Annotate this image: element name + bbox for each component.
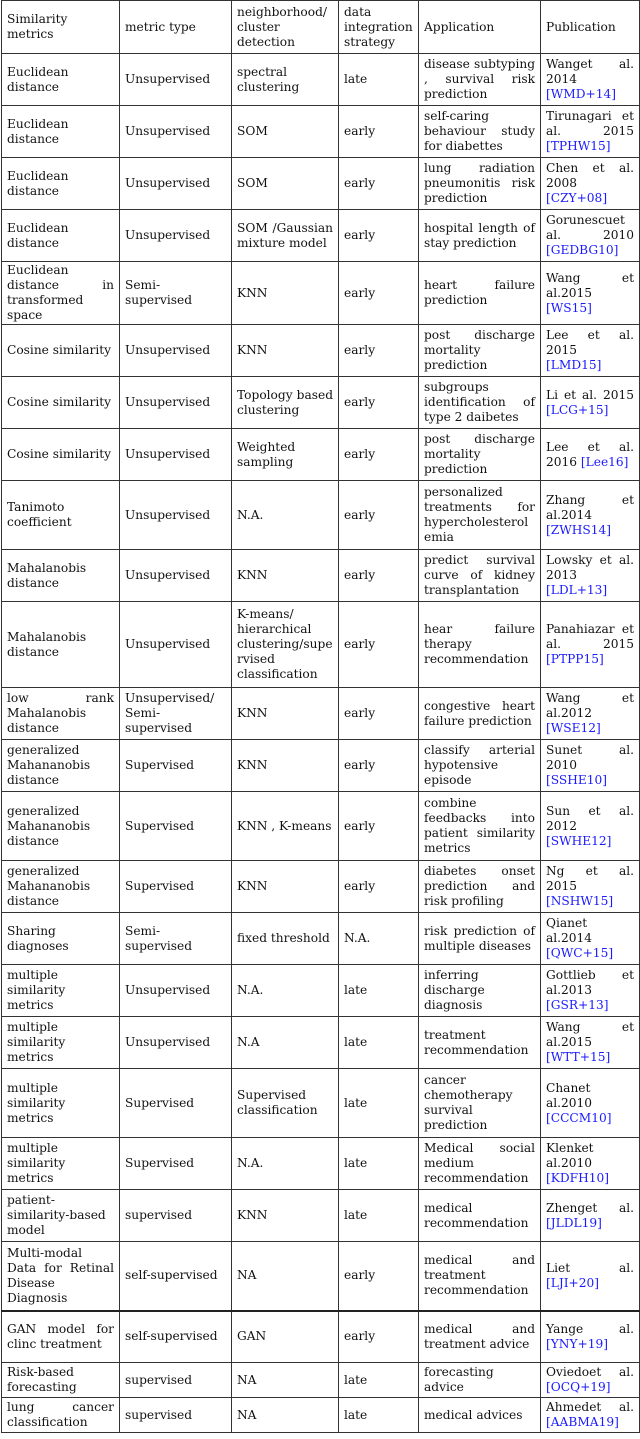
cell-publication xyxy=(541,262,640,325)
cell-neighborhood: KNN xyxy=(232,325,339,377)
cell-application: risk prediction of multiple diseases xyxy=(419,913,541,965)
cell-publication xyxy=(541,429,640,481)
cell-metric: generalized Mahananobis distance xyxy=(2,861,120,913)
table-row xyxy=(2,262,640,325)
cell-metric-type: Unsupervised xyxy=(120,550,232,602)
cell-neighborhood: KNN xyxy=(232,861,339,913)
table-row xyxy=(2,1242,640,1311)
cell-neighborhood: KNN xyxy=(232,262,339,325)
table-row xyxy=(2,602,640,688)
cell-metric-type: Unsupervised xyxy=(120,54,232,106)
citation-link[interactable]: [OCQ+19] xyxy=(546,1380,611,1394)
cell-publication xyxy=(541,54,640,106)
cell-strategy: early xyxy=(339,106,419,158)
cell-publication xyxy=(541,965,640,1017)
citation-link[interactable]: [AABMA19] xyxy=(546,1415,619,1429)
cell-publication xyxy=(541,792,640,861)
cell-strategy: early xyxy=(339,481,419,550)
cell-metric-type: Supervised xyxy=(120,1138,232,1190)
cell-metric: Sharing diagnoses xyxy=(2,913,120,965)
table-row xyxy=(2,106,640,158)
cell-metric: multiple similarity metrics xyxy=(2,1017,120,1069)
table-row xyxy=(2,210,640,262)
cell-application: cancer chemotherapy survival prediction xyxy=(419,1069,541,1138)
cell-strategy: early xyxy=(339,210,419,262)
cell-metric-type: self-supervised xyxy=(120,1311,232,1363)
cell-publication xyxy=(541,1190,640,1242)
cell-publication xyxy=(541,1398,640,1433)
cell-application: self-caring behaviour study for diabettes xyxy=(419,106,541,158)
table-row xyxy=(2,158,640,210)
cell-application: diabetes onset prediction and risk profiling xyxy=(419,861,541,913)
publication-text: Gorunescuet al. 2010 xyxy=(546,213,634,242)
cell-metric-type: Supervised xyxy=(120,1069,232,1138)
cell-publication xyxy=(541,158,640,210)
cell-metric: multiple similarity metrics xyxy=(2,965,120,1017)
cell-metric-type: Unsupervised xyxy=(120,106,232,158)
cell-metric: Euclidean distance xyxy=(2,54,120,106)
publication-text: Gottlieb et al.2013 xyxy=(546,968,634,997)
cell-metric-type: Unsupervised xyxy=(120,481,232,550)
cell-publication xyxy=(541,913,640,965)
cell-neighborhood: NA xyxy=(232,1363,339,1398)
cell-strategy: late xyxy=(339,1363,419,1398)
cell-publication xyxy=(541,481,640,550)
header-strategy: data integration strategy xyxy=(339,1,419,54)
cell-application: congestive heart failure prediction xyxy=(419,688,541,740)
cell-application: forecasting advice xyxy=(419,1363,541,1398)
cell-neighborhood: KNN xyxy=(232,740,339,792)
table-row xyxy=(2,481,640,550)
cell-neighborhood: N.A. xyxy=(232,1138,339,1190)
cell-strategy: late xyxy=(339,54,419,106)
cell-metric: multiple similarity metrics xyxy=(2,1069,120,1138)
citation-link[interactable]: [TPHW15] xyxy=(546,139,611,153)
publication-text: Zhang et al.2014 xyxy=(546,492,634,522)
table-row xyxy=(2,429,640,481)
cell-metric-type: supervised xyxy=(120,1190,232,1242)
cell-strategy: early xyxy=(339,429,419,481)
similarity-metrics-table xyxy=(1,0,640,1433)
header-metric-type: metric type xyxy=(120,1,232,54)
publication-text: Wanget al. 2014 xyxy=(546,57,634,86)
publication-text: Ahmedet al. xyxy=(546,1400,634,1414)
table-row xyxy=(2,1069,640,1138)
cell-neighborhood: NA xyxy=(232,1242,339,1311)
cell-publication xyxy=(541,106,640,158)
citation-link[interactable]: [LDL+13] xyxy=(546,583,608,597)
cell-strategy: late xyxy=(339,965,419,1017)
cell-metric: Cosine similarity xyxy=(2,325,120,377)
publication-text: Oviedoet al. xyxy=(546,1365,634,1379)
cell-metric-type: Unsupervised xyxy=(120,429,232,481)
header-publication: Publication xyxy=(541,1,640,54)
publication-text: Qianet al.2014 xyxy=(546,916,593,945)
table-row xyxy=(2,1363,640,1398)
cell-application: hear failure therapy recommendation xyxy=(419,602,541,688)
publication-text: Liet al. xyxy=(546,1260,634,1275)
header-neighborhood: neighborhood/ cluster detection xyxy=(232,1,339,54)
cell-application: subgroups identification of type 2 daibetes xyxy=(419,377,541,429)
table-body xyxy=(2,54,640,1433)
cell-metric-type: Unsupervised xyxy=(120,602,232,688)
publication-text: Sun et al. 2012 xyxy=(546,803,634,833)
publication-text: Lowsky et al. 2013 xyxy=(546,553,634,582)
cell-publication xyxy=(541,740,640,792)
cell-publication xyxy=(541,1138,640,1190)
cell-metric-type: Semi-supervised xyxy=(120,262,232,325)
table-row xyxy=(2,54,640,106)
table-row xyxy=(2,1398,640,1433)
cell-strategy: late xyxy=(339,1190,419,1242)
table-row xyxy=(2,1190,640,1242)
cell-neighborhood: SOM /Gaussian mixture model xyxy=(232,210,339,262)
cell-publication xyxy=(541,210,640,262)
citation-link[interactable]: [CZY+08] xyxy=(546,191,608,205)
publication-text: Panahiazar et al. 2015 xyxy=(546,622,634,651)
cell-strategy: early xyxy=(339,792,419,861)
cell-metric: Euclidean distance xyxy=(2,158,120,210)
header-row xyxy=(2,1,640,54)
cell-application: inferring discharge diagnosis xyxy=(419,965,541,1017)
citation-link[interactable]: [WTT+15] xyxy=(546,1050,611,1064)
citation-link[interactable]: [NSHW15] xyxy=(546,894,614,908)
table-row xyxy=(2,913,640,965)
cell-publication xyxy=(541,688,640,740)
cell-neighborhood: KNN xyxy=(232,550,339,602)
cell-metric-type: Supervised xyxy=(120,861,232,913)
table-row xyxy=(2,861,640,913)
citation-link[interactable]: [QWC+15] xyxy=(546,946,614,960)
cell-neighborhood: Supervised classification xyxy=(232,1069,339,1138)
cell-publication xyxy=(541,1311,640,1363)
cell-metric-type: Unsupervised/ Semi-supervised xyxy=(120,688,232,740)
cell-metric-type: Supervised xyxy=(120,792,232,861)
cell-metric: Mahalanobis distance xyxy=(2,602,120,688)
cell-metric: Cosine similarity xyxy=(2,377,120,429)
citation-link[interactable]: [WSE12] xyxy=(546,721,601,735)
cell-metric: low rank Mahalanobis distance xyxy=(2,688,120,740)
citation-link[interactable]: [PTPP15] xyxy=(546,652,604,666)
publication-text: Tirunagari et al. 2015 xyxy=(546,109,634,138)
cell-strategy: late xyxy=(339,1017,419,1069)
cell-metric: GAN model for clinc treatment xyxy=(2,1311,120,1363)
cell-metric: generalized Mahananobis distance xyxy=(2,792,120,861)
cell-metric-type: Unsupervised xyxy=(120,377,232,429)
cell-publication xyxy=(541,1363,640,1398)
cell-strategy: early xyxy=(339,262,419,325)
cell-publication xyxy=(541,377,640,429)
publication-text: Sunet al. 2010 xyxy=(546,743,634,772)
cell-application: medical advices xyxy=(419,1398,541,1433)
cell-publication xyxy=(541,325,640,377)
publication-text: Ng et al. 2015 xyxy=(546,864,634,893)
cell-neighborhood: SOM xyxy=(232,106,339,158)
citation-link[interactable]: [Lee16] xyxy=(580,454,629,469)
cell-metric: generalized Mahananobis distance xyxy=(2,740,120,792)
cell-strategy: early xyxy=(339,1242,419,1311)
citation-link[interactable]: [SSHE10] xyxy=(546,773,608,787)
cell-strategy: N.A. xyxy=(339,913,419,965)
cell-neighborhood: KNN xyxy=(232,1190,339,1242)
publication-text: Chanet al.2010 xyxy=(546,1080,593,1110)
citation-link[interactable]: [LJI+20] xyxy=(546,1275,600,1290)
cell-publication xyxy=(541,1242,640,1311)
cell-neighborhood: N.A. xyxy=(232,481,339,550)
cell-metric: patient-similarity-based model xyxy=(2,1190,120,1242)
cell-strategy: early xyxy=(339,158,419,210)
cell-strategy: late xyxy=(339,1069,419,1138)
cell-metric: Risk-based forecasting xyxy=(2,1363,120,1398)
cell-neighborhood: Weighted sampling xyxy=(232,429,339,481)
cell-metric-type: Unsupervised xyxy=(120,158,232,210)
cell-application: predict survival curve of kidney transplantation xyxy=(419,550,541,602)
cell-application: post discharge mortality prediction xyxy=(419,429,541,481)
cell-application: medical recommendation xyxy=(419,1190,541,1242)
cell-metric: Tanimoto coefficient xyxy=(2,481,120,550)
cell-metric-type: supervised xyxy=(120,1363,232,1398)
publication-text: Wang et al.2015 xyxy=(546,1020,634,1049)
header-application: Application xyxy=(419,1,541,54)
cell-application: post discharge mortality prediction xyxy=(419,325,541,377)
cell-strategy: early xyxy=(339,688,419,740)
publication-text: Klenket al.2010 xyxy=(546,1141,594,1170)
citation-link[interactable]: [JLDL19] xyxy=(546,1215,602,1230)
cell-neighborhood: spectral clustering xyxy=(232,54,339,106)
cell-neighborhood: KNN , K-means xyxy=(232,792,339,861)
publication-text: Lee et al. 2015 xyxy=(546,328,634,357)
cell-application: heart failure prediction xyxy=(419,262,541,325)
cell-strategy: early xyxy=(339,740,419,792)
citation-link[interactable]: [WMD+14] xyxy=(546,87,617,101)
cell-metric-type: self-supervised xyxy=(120,1242,232,1311)
cell-application: lung radiation pneumonitis risk prediction xyxy=(419,158,541,210)
cell-metric: Cosine similarity xyxy=(2,429,120,481)
cell-strategy: late xyxy=(339,1398,419,1433)
cell-application: personalized treatments for hypercholesterolemia xyxy=(419,481,541,550)
table-row xyxy=(2,1138,640,1190)
cell-metric-type: Unsupervised xyxy=(120,325,232,377)
cell-metric: Euclidean distance xyxy=(2,106,120,158)
cell-publication xyxy=(541,550,640,602)
table-row xyxy=(2,1017,640,1069)
citation-link[interactable]: [CCCM10] xyxy=(546,1110,612,1125)
cell-neighborhood: K-means/ hierarchical clustering/supervised classification xyxy=(232,602,339,688)
publication-text: Wang et al.2015 xyxy=(546,270,634,300)
header-similarity-metrics: Similarity metrics xyxy=(2,1,120,54)
table-row xyxy=(2,740,640,792)
publication-text: Wang et al.2012 xyxy=(546,691,634,720)
cell-application: classify arterial hypotensive episode xyxy=(419,740,541,792)
cell-metric: Euclidean distance in transformed space xyxy=(2,262,120,325)
cell-strategy: early xyxy=(339,1311,419,1363)
cell-metric: Mahalanobis distance xyxy=(2,550,120,602)
publication-text: Yange al. xyxy=(546,1321,634,1336)
cell-metric: Multi-modal Data for Retinal Disease Diagnosis xyxy=(2,1242,120,1311)
cell-application: hospital length of stay prediction xyxy=(419,210,541,262)
cell-neighborhood: Topology based clustering xyxy=(232,377,339,429)
cell-application: disease subtyping , survival risk prediction xyxy=(419,54,541,106)
cell-strategy: early xyxy=(339,377,419,429)
table-row xyxy=(2,965,640,1017)
cell-neighborhood: SOM xyxy=(232,158,339,210)
publication-text: Zhenget al. xyxy=(546,1200,634,1215)
table-row xyxy=(2,377,640,429)
publication-text: Chen et al. 2008 xyxy=(546,161,634,190)
cell-publication xyxy=(541,861,640,913)
table-row xyxy=(2,688,640,740)
citation-link[interactable]: [GEDBG10] xyxy=(546,243,619,257)
table-row xyxy=(2,1311,640,1363)
cell-strategy: early xyxy=(339,325,419,377)
cell-application: combine feedbacks into patient similarity metrics xyxy=(419,792,541,861)
cell-publication xyxy=(541,1017,640,1069)
cell-application: medical and treatment recommendation xyxy=(419,1242,541,1311)
cell-neighborhood: NA xyxy=(232,1398,339,1433)
cell-neighborhood: fixed threshold xyxy=(232,913,339,965)
cell-strategy: early xyxy=(339,550,419,602)
table-row xyxy=(2,792,640,861)
table-row xyxy=(2,550,640,602)
citation-link[interactable]: [WS15] xyxy=(546,300,592,315)
cell-metric-type: Supervised xyxy=(120,740,232,792)
citation-link[interactable]: [GSR+13] xyxy=(546,998,609,1012)
cell-metric-type: Unsupervised xyxy=(120,1017,232,1069)
citation-link[interactable]: [YNY+19] xyxy=(546,1336,608,1351)
cell-strategy: early xyxy=(339,602,419,688)
cell-publication xyxy=(541,602,640,688)
publication-text: Li et al. 2015 xyxy=(546,387,634,402)
cell-neighborhood: KNN xyxy=(232,688,339,740)
citation-link[interactable]: [LMD15] xyxy=(546,358,602,372)
cell-metric-type: Unsupervised xyxy=(120,965,232,1017)
citation-link[interactable]: [ZWHS14] xyxy=(546,522,611,537)
cell-neighborhood: GAN xyxy=(232,1311,339,1363)
cell-publication xyxy=(541,1069,640,1138)
cell-application: Medical social medium recommendation xyxy=(419,1138,541,1190)
cell-metric-type: Semi-supervised xyxy=(120,913,232,965)
cell-strategy: late xyxy=(339,1138,419,1190)
cell-metric-type: Unsupervised xyxy=(120,210,232,262)
table-row xyxy=(2,325,640,377)
cell-metric: lung cancer classification xyxy=(2,1398,120,1433)
citation-link[interactable]: [LCG+15] xyxy=(546,402,609,417)
cell-neighborhood: N.A. xyxy=(232,965,339,1017)
citation-link[interactable]: [KDFH10] xyxy=(546,1171,609,1185)
citation-link[interactable]: [SWHE12] xyxy=(546,833,612,848)
cell-metric: Euclidean distance xyxy=(2,210,120,262)
publication-text: Lee et al. 2016 xyxy=(546,439,634,469)
cell-strategy: early xyxy=(339,861,419,913)
cell-metric-type: supervised xyxy=(120,1398,232,1433)
cell-neighborhood: N.A xyxy=(232,1017,339,1069)
cell-metric: multiple similarity metrics xyxy=(2,1138,120,1190)
cell-application: treatment recommendation xyxy=(419,1017,541,1069)
cell-application: medical and treatment advice xyxy=(419,1311,541,1363)
